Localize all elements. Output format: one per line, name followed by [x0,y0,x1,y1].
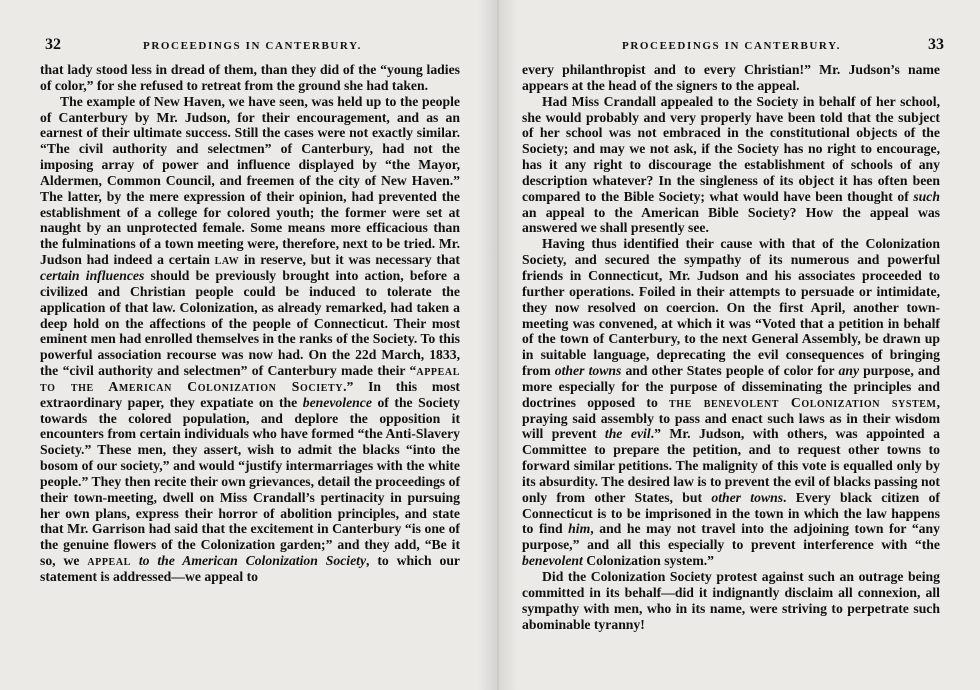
italic-text: any [838,363,860,379]
text-run [131,553,139,568]
right-page [522,36,944,632]
paragraph [40,62,460,94]
right-page-header [522,36,944,62]
text-run: purpose, and more especially for the purpose of disseminating the principles and doctrines opposed to [522,363,940,410]
italic-text: benevolence [302,394,372,410]
text-run: , and he may not travel into the adjoining town for “any purpose,” and all this especially to prevent interference with “the [522,521,940,553]
text-run: in reserve, but it was necessary that [239,252,460,268]
text-run: Had Miss Crandall appealed to the Society in behalf of her school, she would probably and very properly have been told that the subject of her school was not embraced in the constitutional objects of the Society; and may we not ask, if the Society has no right to encourage, has it any right to discourage the establishment of schools of any description whatever? In the singleness of its object it has often been compared to the Bible Society; what would have been thought of [522,93,940,204]
text-run: an appeal to the American Bible Society? How the appeal was answered we shall presently see. [522,204,940,236]
text-run: and other States people of color for [621,363,839,379]
text-run: of the Society towards the colored population, and deplore the opposition it encounters from certain individuals who have formed “the Anti-Slavery Society.” These men, they assert, wish to admit the blacks “into the bosom of our society,” and would “justify intermarriages with the white people.” They then recite their own grievances, detail the proceedings of their town-meeting, dwell on Miss Crandall’s pertinacity in pursuing her own plans, express their horror of abolition principles, and state that Mr. Garrison had said that the excitement in Canterbury “is one of the genuine flowers of the Colonization garden;” and they add, “Be it so, we [40,394,460,569]
text-run: .” Mr. Judson, with others, was appointed a Committee to prepare the petition, and to request other towns to forward similar petitions. The malignity of this vote is equalled only by its absurdity. The desired law is to prevent the evil of blacks passing not only from other States, but [522,426,941,505]
text-run: , to which our statement is addressed—we appeal to [40,553,461,584]
smallcaps-text: the benevolent Colonization system [669,394,937,410]
italic-text: other towns [554,363,622,379]
left-running-head: PROCEEDINGS IN CANTERBURY. [143,40,362,52]
text-run: Colonization system.” [582,553,714,569]
text-run: Did the Colonization Society protest against such an outrage being committed in its behalf—did it indignantly disclaim all connexion, all sympathy with men, who in its name, were striving to perpetrate such abominable tyranny! [522,569,940,632]
text-run: every philanthropist and to every Christian!” Mr. Judson’s name appears at the head of the signers to the appeal. [522,62,940,93]
book-gutter [478,0,518,690]
left-page [40,36,461,585]
italic-text: other towns [711,489,784,505]
italic-text: the evil [604,426,651,442]
italic-text: certain influences [40,267,145,283]
right-page-number: 33 [928,36,944,53]
text-run: . Every black citizen of Connecticut is to be imprisoned in the town in which the law happens to find [522,489,940,537]
text-run: The example of New Haven, we have seen, was held up to the people of Canterbury by Mr. Judson, for their encouragement, and as an earnest of their ultimate success. Still the cases were not exactly similar. “The civil authority and selectmen” of Canterbury, had not the imposing array of power and influence displayed by “the Mayor, Aldermen, Common Council, and freemen of the city of New Haven.” The latter, by the mere expression of their opinion, had prevented the establishment of a college for colored youth; the former were set at naught by an unprotected female. Some means more efficacious than the fulminations of a town meeting were, therefore, next to be tried. Mr. Judson had indeed a certain [40,93,460,268]
smallcaps-text: appeal to the American Colonization Society [40,363,460,394]
text-run: Having thus identified their cause with that of the Colonization Society, and secured the sympathy of its numerous and powerful friends in Connecticut, Mr. Judson and his associates proceeded to further operations. Foiled in their attempts to persuade or intimidate, they now resolved on coercion. On the first April, another town-meeting was convened, at which it was “Voted that a petition in behalf of the town of Canterbury, to the next General Assembly, be drawn up in suitable language, deprecating the evil consequences of bringing from [522,236,940,379]
paragraph [522,569,940,632]
italic-text: such [913,188,940,204]
left-page-header [40,36,460,62]
left-page-body [40,62,460,585]
text-run: , praying said assembly to pass and enact such laws as in their wisdom will prevent [522,394,941,442]
left-page-number: 32 [45,36,61,53]
right-page-body [522,62,940,632]
paragraph [40,94,460,585]
smallcaps-text: appeal [87,553,131,569]
italic-text: benevolent [522,553,583,569]
smallcaps-text: law [214,252,240,268]
text-run: that lady stood less in dread of them, than they did of the “young ladies of color,” for she refused to retreat from the ground she had taken. [40,62,460,93]
paragraph [522,94,940,237]
italic-text: to the American Colonization Society [138,553,367,569]
italic-text: him [568,521,591,537]
paragraph [522,236,940,569]
paragraph [522,62,940,94]
right-running-head: PROCEEDINGS IN CANTERBURY. [622,40,841,52]
text-run: should be previously brought into action, before a civilized and Christian people could be induced to tolerate the application of that law. Colonization, as already remarked, had taken a deep hold on the affections of the people of Connecticut. Their most eminent men had enrolled themselves in the ranks of the Society. To this powerful association recourse was now had. On the 22d March, 1833, the “civil authority and selectmen” of Canterbury made their “ [40,267,460,379]
text-run: .” In this most extraordinary paper, they expatiate on the [40,378,460,410]
